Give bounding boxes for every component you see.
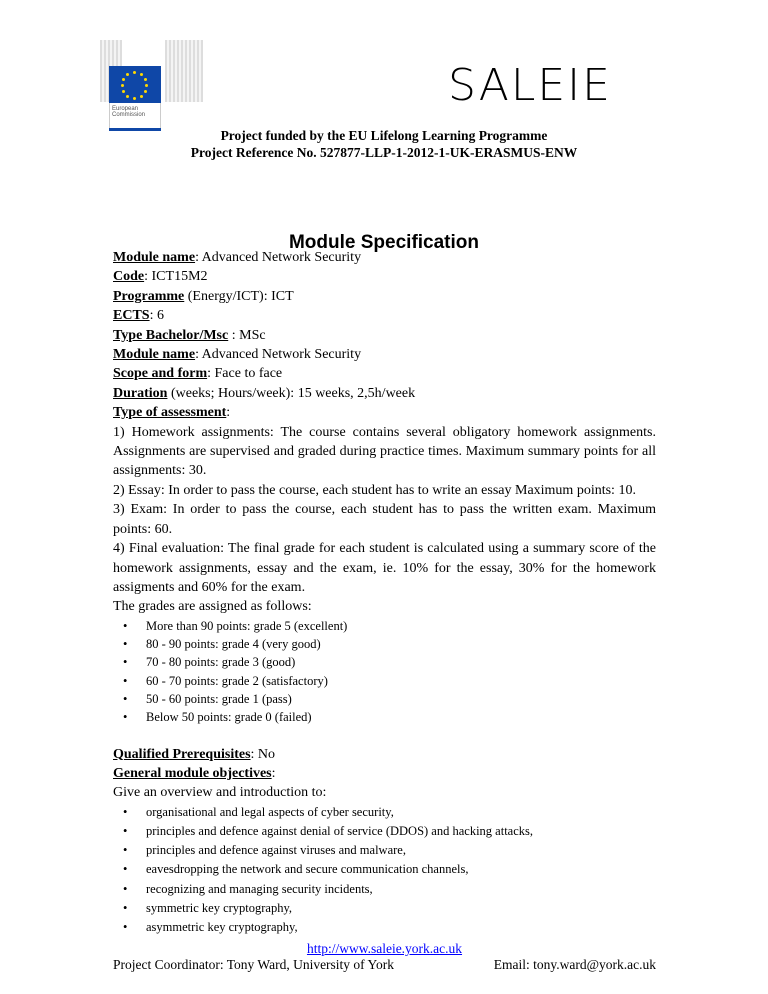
list-item: • asymmetric key cryptography, xyxy=(113,918,656,937)
field-prerequisites: Qualified Prerequisites: No xyxy=(113,746,276,762)
logo-text: European xyxy=(112,106,139,112)
assessment-paragraph: The grades are assigned as follows: xyxy=(113,599,312,615)
list-item: • recognizing and managing security incidents, xyxy=(113,880,656,899)
list-item: • 60 - 70 points: grade 2 (satisfactory) xyxy=(113,672,656,690)
logo-text: Commission xyxy=(112,112,146,118)
assessment-paragraph: 3) Exam: In order to pass the course, each student has to pass the written exam. Maximum points: 60. xyxy=(113,502,656,537)
field-code: Code: ICT15M2 xyxy=(113,269,208,285)
european-commission-logo xyxy=(100,40,205,130)
list-item: • 70 - 80 points: grade 3 (good) xyxy=(113,653,656,671)
field-scope: Scope and form: Face to face xyxy=(113,366,283,382)
footer-coordinator: Project Coordinator: Tony Ward, University of York xyxy=(113,957,394,972)
list-item: • More than 90 points: grade 5 (excellent) xyxy=(113,617,656,635)
objectives-intro: Give an overview and introduction to: xyxy=(113,785,327,801)
assessment-paragraph: 4) Final evaluation: The final grade for each student is calculated using a summary score of the homework assignments, essay and the exam, ie. 10% for the essay, 30% for the homework assigments and 60% for the exam. xyxy=(113,541,656,595)
field-programme: Programme (Energy/ICT): ICT xyxy=(113,288,294,304)
assessment-paragraph: 1) Homework assignments: The course contains several obligatory homework assignments. Assignments are supervised and graded during practice times. Maximum summary points for all assignments: 30. xyxy=(113,424,656,479)
page-title: Module Specification xyxy=(288,232,480,253)
list-item: • Below 50 points: grade 0 (failed) xyxy=(113,708,656,726)
list-item: • organisational and legal aspects of cyber security, xyxy=(113,803,656,822)
eu-flag-icon xyxy=(109,66,161,103)
list-item: • symmetric key cryptography, xyxy=(113,899,656,918)
field-module-name: Module name: Advanced Network Security xyxy=(113,250,362,265)
assessment-paragraph: 2) Essay: In order to pass the course, each student has to write an essay Maximum points: 10. xyxy=(113,482,636,498)
list-item: • 50 - 60 points: grade 1 (pass) xyxy=(113,690,656,708)
footer-email: Email: tony.ward@york.ac.uk xyxy=(493,957,656,972)
field-ects: ECTS: 6 xyxy=(113,308,164,324)
field-duration: Duration (weeks; Hours/week): 15 weeks, 2,5h/week xyxy=(113,385,416,401)
field-type: Type Bachelor/Msc : MSc xyxy=(113,327,266,343)
saleie-logo: SALEIE xyxy=(448,60,612,111)
objectives-list xyxy=(113,803,656,937)
footer-website-link[interactable]: http://www.saleie.york.ac.uk xyxy=(306,941,463,956)
list-item: • principles and defence against denial of service (DDOS) and hacking attacks, xyxy=(113,822,656,841)
list-item: • principles and defence against viruses and malware, xyxy=(113,841,656,860)
funded-line: Project funded by the EU Lifelong Learning Programme xyxy=(220,128,548,143)
field-module-name-2: Module name: Advanced Network Security xyxy=(113,347,362,363)
field-objectives: General module objectives: xyxy=(113,765,276,781)
grades-list xyxy=(113,617,656,727)
list-item: • 80 - 90 points: grade 4 (very good) xyxy=(113,635,656,653)
document-body xyxy=(113,248,656,937)
list-item: • eavesdropping the network and secure communication channels, xyxy=(113,860,656,879)
reference-line: Project Reference No. 527877-LLP-1-2012-1-UK-ERASMUS-ENW xyxy=(190,145,578,160)
field-assessment: Type of assessment: xyxy=(113,405,231,421)
